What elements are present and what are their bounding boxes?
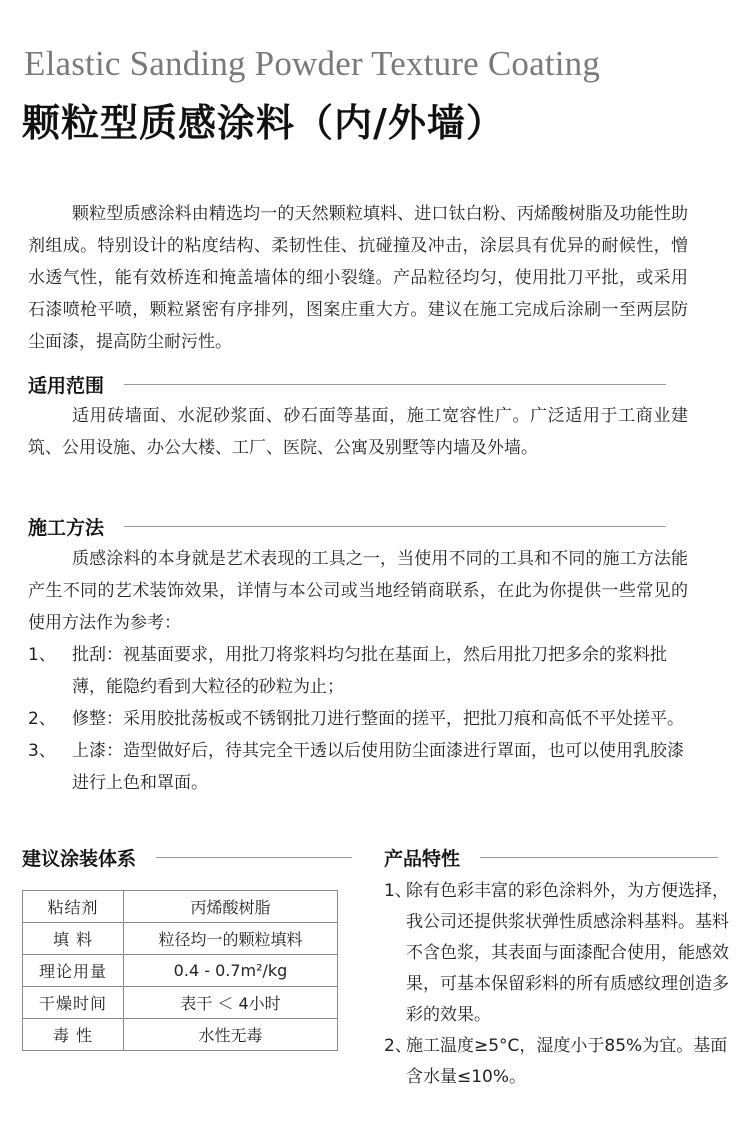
system-divider [156, 857, 352, 858]
step-text: 修整：采用胶批荡板或不锈钢批刀进行整面的搓平，把批刀痕和高低不平处搓平。 [72, 709, 684, 729]
table-row [23, 923, 338, 955]
method-intro-paragraph: 质感涂料的本身就是艺术表现的工具之一，当使用不同的工具和不同的施工方法能产生不同的艺术装饰效果，详情与本公司或当地经销商联系，在此为你提供一些常见的使用方法作为参考： [28, 549, 688, 633]
table-row [23, 955, 338, 987]
method-step [28, 639, 688, 703]
system-heading: 建议涂装体系 [22, 847, 137, 870]
step-number: 1、 [28, 645, 56, 665]
method-steps-list [28, 639, 688, 799]
table-row [23, 891, 338, 923]
step-number: 2、 [28, 709, 56, 729]
table-row [23, 1019, 338, 1051]
coating-system-table [22, 890, 338, 1051]
features-heading: 产品特性 [384, 847, 461, 870]
method-divider [124, 526, 666, 527]
table-key-cell: 毒 性 [23, 1019, 124, 1051]
table-key-cell: 干燥时间 [23, 987, 124, 1019]
table-value-cell: 水性无毒 [124, 1019, 338, 1051]
table-key-cell: 粘结剂 [23, 891, 124, 923]
table-value-cell: 表干 ＜ 4小时 [124, 987, 338, 1019]
chinese-title: 颗粒型质感涂料（内/外墙） [22, 101, 505, 145]
scope-divider [124, 384, 666, 385]
method-heading: 施工方法 [28, 516, 105, 539]
table-value-cell: 0.4 - 0.7m²/kg [124, 955, 338, 987]
features-section-header [384, 842, 718, 872]
intro-paragraph: 颗粒型质感涂料由精选均一的天然颗粒填料、进口钛白粉、丙烯酸树脂及功能性助剂组成。特别设计的粘度结构、柔韧性佳、抗碰撞及冲击，涂层具有优异的耐候性，憎水透气性，能有效桥连和掩盖墙体的细小裂缝。产品粒径均匀，使用批刀平批，或采用石漆喷枪平喷，颗粒紧密有序排列，图案庄重大方。建议在施工完成后涂刷一至两层防尘面漆，提高防尘耐污性。 [28, 204, 688, 352]
features-divider [480, 857, 718, 858]
method-section-header [28, 511, 666, 541]
english-title: Elastic Sanding Powder Texture Coating [24, 44, 601, 83]
table-key-cell: 填 料 [23, 923, 124, 955]
scope-heading: 适用范围 [28, 374, 105, 397]
table-value-cell: 丙烯酸树脂 [124, 891, 338, 923]
step-text: 批刮：视基面要求，用批刀将浆料均匀批在基面上，然后用批刀把多余的浆料批薄，能隐约看到大粒径的砂粒为止； [72, 645, 667, 697]
method-step [28, 703, 688, 735]
scope-section-header [28, 369, 666, 399]
feature-text: 除有色彩丰富的彩色涂料外，为方便选择，我公司还提供浆状弹性质感涂料基料。基料不含色浆，其表面与面漆配合使用，能感效果，可基本保留彩料的所有质感纹理创造多彩的效果。 [406, 881, 729, 1025]
step-text: 上漆：造型做好后，待其完全干透以后使用防尘面漆进行罩面，也可以使用乳胶漆进行上色和罩面。 [72, 741, 684, 793]
table-value-cell: 粒径均一的颗粒填料 [124, 923, 338, 955]
method-step [28, 735, 688, 799]
table-key-cell: 理论用量 [23, 955, 124, 987]
feature-item [384, 1031, 734, 1093]
scope-paragraph: 适用砖墙面、水泥砂浆面、砂石面等基面，施工宽容性广。广泛适用于工商业建筑、公用设施、办公大楼、工厂、医院、公寓及别墅等内墙及外墙。 [28, 406, 688, 458]
table-row [23, 987, 338, 1019]
feature-item [384, 876, 734, 1031]
step-number: 3、 [28, 741, 56, 761]
feature-number: 2、 [384, 1036, 412, 1056]
feature-text: 施工温度≥5°C，湿度小于85%为宜。基面含水量≤10%。 [406, 1036, 728, 1087]
system-section-header [22, 842, 352, 872]
feature-number: 1、 [384, 881, 412, 901]
features-list [384, 876, 734, 1093]
